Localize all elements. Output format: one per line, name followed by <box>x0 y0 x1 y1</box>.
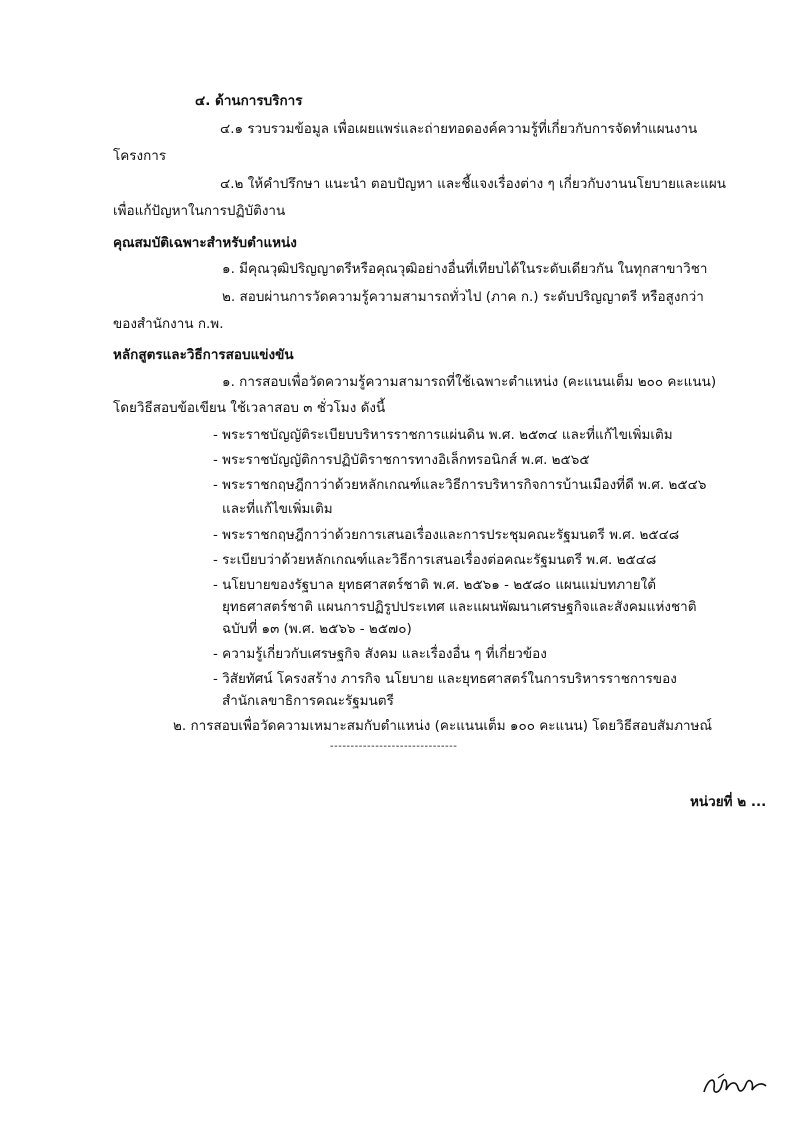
exam-part-2: ๒. การสอบเพื่อวัดความเหมาะสมกับตำแหน่ง (คะแนนเต็ม ๑๐๐ คะแนน) โดยวิธีสอบสัมภาษณ์ <box>173 718 712 734</box>
section-heading-exam: หลักสูตรและวิธีการสอบแข่งขัน <box>113 347 294 363</box>
qualification-item-1: ๑. มีคุณวุฒิปริญญาตรีหรือคุณวุฒิอย่างอื่นที่เทียบได้ในระดับเดียวกัน ในทุกสาขาวิชา <box>222 261 708 277</box>
end-divider: ------------------------------- <box>330 741 458 752</box>
exam-topic: - วิสัยทัศน์ โครงสร้าง ภารกิจ นโยบาย และยุทธศาสตร์ในการบริหารราชการของ <box>213 671 677 687</box>
service-item-2: ๔.๒ ให้คำปรึกษา แนะนำ ตอบปัญหา และชี้แจงเรื่องต่าง ๆ เกี่ยวกับงานนโยบายและแผน <box>220 176 726 192</box>
qualification-item-2-cont: ของสำนักงาน ก.พ. <box>113 316 224 332</box>
exam-part-1-cont: โดยวิธีสอบข้อเขียน ใช้เวลาสอบ ๓ ชั่วโมง ดังนี้ <box>113 400 386 416</box>
exam-topic: - ระเบียบว่าด้วยหลักเกณฑ์และวิธีการเสนอเรื่องต่อคณะรัฐมนตรี พ.ศ. ๒๕๔๘ <box>213 552 657 568</box>
exam-topic: - พระราชบัญญัติระเบียบบริหารราชการแผ่นดิน พ.ศ. ๒๕๓๔ และที่แก้ไขเพิ่มเติม <box>213 427 673 443</box>
exam-topic-cont: สำนักเลขาธิการคณะรัฐมนตรี <box>222 693 394 709</box>
exam-topic-cont: ยุทธศาสตร์ชาติ แผนการปฏิรูปประเทศ และแผนพัฒนาเศรษฐกิจและสังคมแห่งชาติ <box>222 599 697 615</box>
exam-topic: - พระราชบัญญัติการปฏิบัติราชการทางอิเล็กทรอนิกส์ พ.ศ. ๒๕๖๕ <box>213 452 590 468</box>
service-item-1-cont: โครงการ <box>113 148 167 164</box>
signature-initials <box>700 1070 770 1104</box>
exam-topic-cont: และที่แก้ไขเพิ่มเติม <box>222 501 333 517</box>
qualification-item-2: ๒. สอบผ่านการวัดความรู้ความสามารถทั่วไป (ภาค ก.) ระดับปริญญาตรี หรือสูงกว่า <box>222 289 704 305</box>
section-heading-qualifications: คุณสมบัติเฉพาะสำหรับตำแหน่ง <box>113 235 297 251</box>
exam-topic: - นโยบายของรัฐบาล ยุทธศาสตร์ชาติ พ.ศ. ๒๕๖๑ - ๒๕๘๐ แผนแม่บทภายใต้ <box>213 577 656 593</box>
service-item-2-cont: เพื่อแก้ปัญหาในการปฏิบัติงาน <box>113 203 286 219</box>
exam-topic: - พระราชกฤษฎีกาว่าด้วยการเสนอเรื่องและการประชุมคณะรัฐมนตรี พ.ศ. ๒๕๔๘ <box>213 527 680 543</box>
service-item-1: ๔.๑ รวบรวมข้อมูล เพื่อเผยแพร่และถ่ายทอดองค์ความรู้ที่เกี่ยวกับการจัดทำแผนงาน <box>220 121 698 137</box>
section-heading-service: ๔. ด้านการบริการ <box>195 93 303 109</box>
exam-topic: - ความรู้เกี่ยวกับเศรษฐกิจ สังคม และเรื่องอื่น ๆ ที่เกี่ยวข้อง <box>213 646 547 662</box>
exam-topic: - พระราชกฤษฎีกาว่าด้วยหลักเกณฑ์และวิธีการบริหารกิจการบ้านเมืองที่ดี พ.ศ. ๒๕๔๖ <box>213 477 707 493</box>
exam-topic-cont: ฉบับที่ ๑๓ (พ.ศ. ๒๕๖๖ - ๒๕๗๐) <box>222 621 412 637</box>
next-page-indicator: หน่วยที่ ๒ ... <box>690 794 767 810</box>
exam-part-1: ๑. การสอบเพื่อวัดความรู้ความสามารถที่ใช้เฉพาะตำแหน่ง (คะแนนเต็ม ๒๐๐ คะแนน) <box>222 374 717 390</box>
